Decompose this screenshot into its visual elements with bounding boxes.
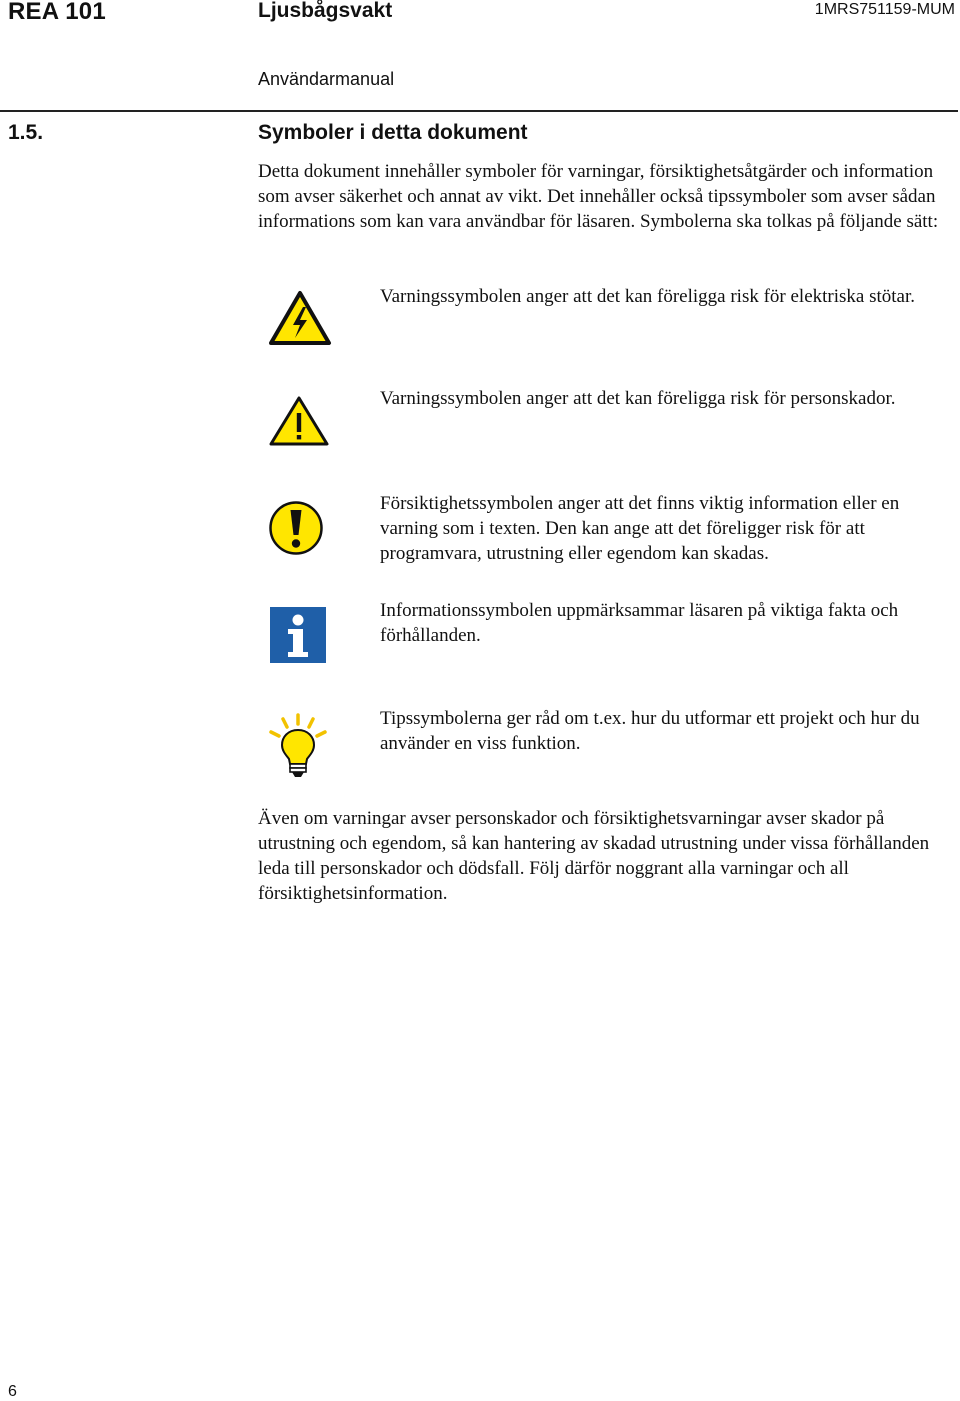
general-warning-icon — [268, 395, 330, 447]
header-product-name: REA 101 — [8, 0, 106, 25]
header-doc-id: 1MRS751159-MUM — [814, 1, 955, 18]
lightbulb-tip-icon — [268, 713, 328, 779]
symbol-text-information: Informationssymbolen uppmärksammar läsaren på viktiga fakta och förhållanden. — [380, 600, 899, 646]
symbol-text-electrical: Varningssymbolen anger att det kan föreligga risk för elektriska stötar. — [380, 286, 916, 307]
symbol-text-personal-injury: Varningssymbolen anger att det kan föreligga risk för personskador. — [380, 388, 896, 409]
page-number: 6 — [8, 1383, 17, 1400]
symbol-text-caution: Försiktighetssymbolen anger att det finns viktig information eller en varning som i texten. Den kan ange att det föreligger risk för att programvara, utrustning eller egendom kan skadas. — [380, 493, 900, 564]
header-title: Ljusbågsvakt — [258, 0, 393, 22]
section-number: 1.5. — [8, 121, 44, 144]
information-icon — [270, 607, 326, 663]
header-divider — [0, 110, 958, 112]
electrical-warning-icon — [268, 290, 332, 346]
section-title: Symboler i detta dokument — [258, 121, 528, 144]
header-subtitle: Användarmanual — [258, 69, 395, 89]
symbol-text-tip: Tipssymbolerna ger råd om t.ex. hur du utformar ett projekt och hur du använder en viss funktion. — [380, 708, 920, 754]
intro-paragraph: Detta dokument innehåller symboler för varningar, försiktighetsåtgärder och information som avser säkerhet och annat av vikt. Det innehåller också tipssymboler som avser sådan informations som kan vara användbar för läsaren. Symbolerna ska tolkas på följande sätt: — [258, 161, 939, 232]
closing-paragraph: Även om varningar avser personskador och försiktighetsvarningar avser skador på utrustning och egendom, så kan hantering av skadad utrustning under vissa förhållanden leda till personskador och dödsfall. Följ därför noggrant alla varningar och all försiktighetsinformation. — [258, 808, 930, 904]
caution-icon — [268, 500, 324, 556]
